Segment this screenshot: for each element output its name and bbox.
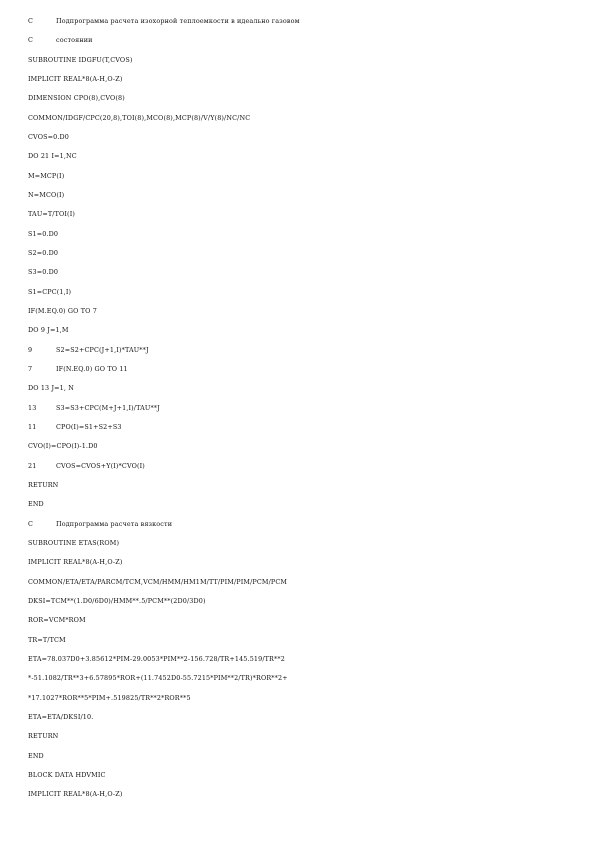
line-text: CVO(I)=CPO(I)-1.D0 [28, 442, 98, 451]
line-text: DO 13 J=1, N [28, 384, 74, 393]
line-text: S1=CPC(1,I) [28, 287, 72, 296]
line-text: S3=S3+CPC(M+J+1,I)/TAU**J [56, 403, 160, 412]
line-text: DO 9 J=1,M [28, 326, 69, 335]
line-label: 13 [28, 403, 37, 412]
line-text: COMMON/IDGF/CPC(20,8),TOI(8),MCO(8),MCP(8)/V/Y(8)/NC/NC [28, 113, 251, 122]
line-label: C [28, 36, 34, 45]
line-text: Подпрограмма расчета изохорной теплоемкости в идеально газовом [56, 17, 300, 25]
line-text: RETURN [28, 732, 59, 741]
line-text: TR=T/TCM [28, 635, 66, 644]
line-text: TAU=T/TOI(I) [28, 210, 76, 219]
line-label: 21 [28, 461, 37, 470]
line-text: SUBROUTINE IDGFU(T,CVOS) [28, 55, 133, 64]
line-text: IMPLICIT REAL*8(A-H,O-Z) [28, 790, 123, 799]
line-label: 7 [28, 364, 33, 373]
line-text: IF(M.EQ.0) GO TO 7 [28, 306, 97, 315]
line-text: S1=0.D0 [28, 229, 59, 238]
line-text: IMPLICIT REAL*8(A-H,O-Z) [28, 75, 123, 83]
line-text: *17.1027*ROR**5*PIM+.519825/TR**2*ROR**5 [28, 693, 191, 702]
line-text: END [28, 751, 44, 760]
line-text: состоянии [56, 36, 93, 45]
line-text: M=MCP(I) [28, 171, 65, 180]
line-text: S2=0.D0 [28, 249, 59, 257]
line-text: CPO(I)=S1+S2+S3 [56, 422, 122, 431]
line-text: IMPLICIT REAL*8(A-H,O-Z) [28, 558, 123, 567]
line-text: S2=S2+CPC(J+1,I)*TAU**J [56, 345, 149, 354]
line-text: S3=0.D0 [28, 268, 59, 277]
line-text: BLOCK DATA HDVMIC [28, 770, 106, 779]
line-text: END [28, 500, 44, 509]
line-text: N=MCO(I) [28, 191, 65, 199]
line-text: COMMON/ETA/ETA/PARCM/TCM,VCM/HMM/HM1M/TT/PIM/PIM/PCM/PCM [28, 577, 288, 586]
line-text: SUBROUTINE ETAS(ROM) [28, 538, 120, 547]
line-text: CVOS=CVOS+Y(I)*CVO(I) [56, 461, 145, 470]
line-text: Подпрограмма расчета вязкости [56, 519, 173, 528]
line-label: C [28, 17, 34, 25]
line-label: C [28, 519, 34, 528]
line-text: ETA=78.037D0+3.85612*PIM-29.0053*PIM**2-156.728/TR+145.519/TR**2 [28, 654, 285, 663]
line-text: DO 21 I=1,NC [28, 152, 77, 161]
line-text: ETA=ETA/DKSI/10. [28, 712, 94, 721]
line-text: DIMENSION CPO(8),CVO(8) [28, 94, 125, 103]
line-text: IF(N.EQ.0) GO TO 11 [56, 364, 128, 373]
line-label: 11 [28, 422, 37, 431]
line-label: 9 [28, 345, 33, 354]
line-text: CVOS=0.D0 [28, 133, 70, 141]
line-text: RETURN [28, 480, 59, 489]
line-text: ROR=VCM*ROM [28, 616, 86, 625]
line-text: DKSI=TCM**(1.D0/6D0)/HMM**.5/PCM**(2D0/3D0) [28, 596, 206, 605]
line-text: *-51.1082/TR**3+6.57895*ROR+(11.7452D0-55.7215*PIM**2/TR)*ROR**2+ [28, 674, 288, 683]
